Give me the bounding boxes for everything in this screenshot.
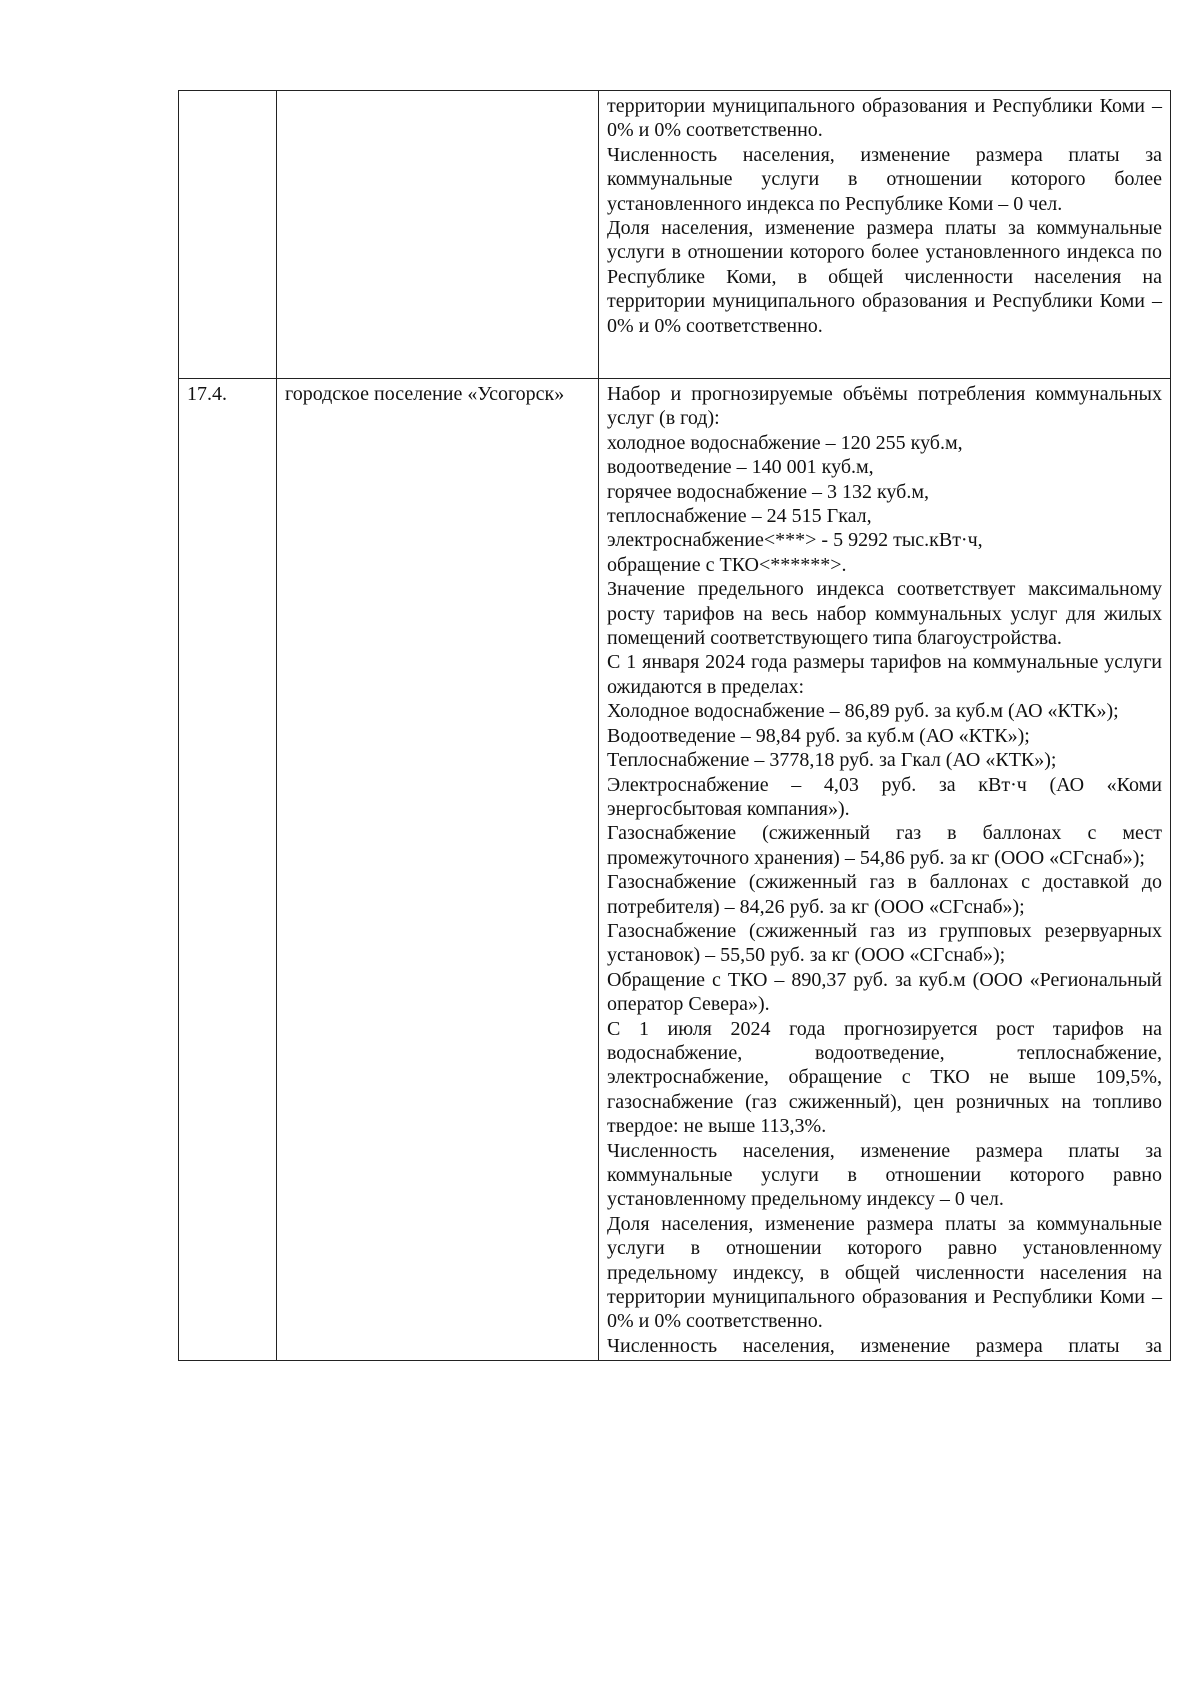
description-paragraph: Электроснабжение – 4,03 руб. за кВт·ч (АО «Коми энергосбытовая компания»). xyxy=(607,773,1162,820)
description-paragraph: обращение с ТКО<******>. xyxy=(607,553,847,576)
municipality-name: городское поселение «Усогорск» xyxy=(285,383,565,405)
description-paragraph: водоотведение – 140 001 куб.м, xyxy=(607,456,874,479)
description-paragraph: Водоотведение – 98,84 руб. за куб.м (АО «КТК»); xyxy=(607,724,1030,747)
row-number: 17.4. xyxy=(187,383,227,405)
description-paragraph: Газоснабжение (сжиженный газ в баллонах с мест промежуточного хранения) – 54,86 руб. за кг (ООО «СГснаб»); xyxy=(607,822,1162,869)
description-paragraph: Доля населения, изменение размера платы за коммунальные услуги в отношении которого более установленного индекса по Республике Коми, в общей численности населения на территории муниципального образования и Республики Коми – 0% и 0% соответственно. xyxy=(607,217,1162,337)
description-paragraph: электроснабжение<***> - 5 9292 тыс.кВт·ч, xyxy=(607,529,983,552)
description-paragraph: Численность населения, изменение размера платы за коммунальные услуги в отношении которого более установленного индекса по Республике Коми – 0 чел. xyxy=(607,143,1162,215)
description-paragraph: теплоснабжение – 24 515 Гкал, xyxy=(607,505,872,528)
description-paragraph: Значение предельного индекса соответствует максимальному росту тарифов на весь набор коммунальных услуг для жилых помещений соответствующего типа благоустройства. xyxy=(607,578,1162,650)
description-paragraph: территории муниципального образования и Республики Коми – 0% и 0% соответственно. xyxy=(607,95,1162,142)
description-paragraph: Холодное водоснабжение – 86,89 руб. за куб.м (АО «КТК»); xyxy=(607,700,1119,723)
description-paragraph: Газоснабжение (сжиженный газ в баллонах с доставкой до потребителя) – 84,26 руб. за кг (ООО «СГснаб»); xyxy=(607,871,1162,918)
description-cell xyxy=(599,91,1171,379)
description-paragraph: С 1 июля 2024 года прогнозируется рост тарифов на водоснабжение, водоотведение, теплоснабжение, электроснабжение, обращение с ТКО не выше 109,5%, газоснабжение (газ сжиженный), цен розничных на топливо твердое: не выше 113,3%. xyxy=(607,1017,1162,1138)
description-paragraph: Обращение с ТКО – 890,37 руб. за куб.м (ООО «Региональный оператор Севера»). xyxy=(607,968,1162,1016)
description-paragraph: холодное водоснабжение – 120 255 куб.м, xyxy=(607,431,963,454)
description-paragraph: Численность населения, изменение размера платы за xyxy=(607,1334,1162,1357)
row-number-cell xyxy=(179,91,277,379)
description-paragraph: Теплоснабжение – 3778,18 руб. за Гкал (АО «КТК»); xyxy=(607,749,1057,772)
tariff-table xyxy=(178,90,1171,1361)
description-paragraph: Газоснабжение (сжиженный газ из групповых резервуарных установок) – 55,50 руб. за кг (ООО «СГснаб»); xyxy=(607,919,1162,967)
description-paragraph: горячее водоснабжение – 3 132 куб.м, xyxy=(607,480,929,503)
description-paragraph: С 1 января 2024 года размеры тарифов на коммунальные услуги ожидаются в пределах: xyxy=(607,651,1162,698)
municipality-cell xyxy=(277,91,599,379)
row-number-cell xyxy=(179,379,277,1361)
municipality-cell xyxy=(277,379,599,1361)
description-paragraph: Численность населения, изменение размера платы за коммунальные услуги в отношении которого равно установленному предельному индексу – 0 чел. xyxy=(607,1139,1162,1211)
table-row xyxy=(179,379,1171,1361)
description-paragraph: Набор и прогнозируемые объёмы потребления коммунальных услуг (в год): xyxy=(607,383,1162,430)
description-paragraph: Доля населения, изменение размера платы за коммунальные услуги в отношении которого равно установленному предельному индексу, в общей численности населения на территории муниципального образования и Республики Коми – 0% и 0% соответственно. xyxy=(607,1212,1162,1333)
table-row xyxy=(179,91,1171,379)
description-cell xyxy=(599,379,1171,1361)
